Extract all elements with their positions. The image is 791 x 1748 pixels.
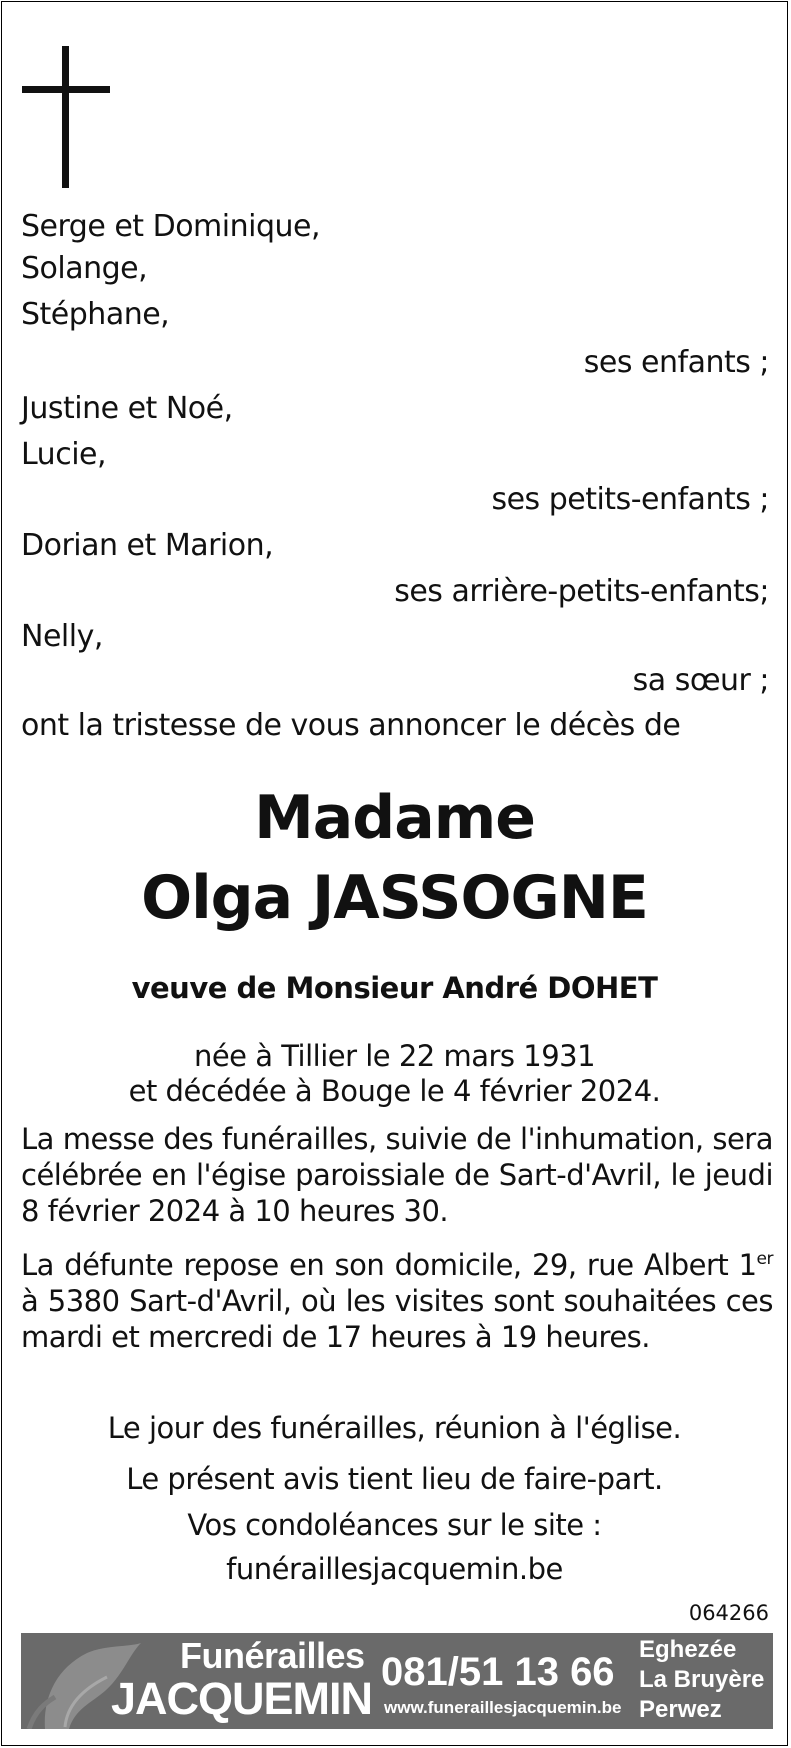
reference-number: 064266 (688, 1601, 769, 1625)
town-list (639, 1635, 764, 1725)
condolences-info: Vos condoléances sur le site : (187, 1508, 602, 1542)
children-relation: ses enfants ; (583, 345, 769, 380)
announcement: ont la tristesse de vous annoncer le décès de (21, 708, 681, 743)
grandchild-name: Lucie, (21, 437, 107, 472)
child-name: Solange, (21, 251, 148, 286)
obituary-notice (1, 1, 788, 1746)
cross-icon (22, 46, 110, 188)
brand-line-1: Funérailles (180, 1635, 365, 1676)
funeral-home-banner (21, 1633, 773, 1729)
banner-website-link[interactable]: www.funeraillesjacquemin.be (384, 1698, 622, 1717)
deceased-name: Olga JASSOGNE (141, 863, 648, 933)
child-name: Stéphane, (21, 297, 170, 332)
rest-paragraph: La défunte repose en son domicile, 29, rue Albert 1er à 5380 Sart-d'Avril, où les visites sont souhaitées ces mardi et mercredi de 17 heures à 19 heures. (21, 1248, 773, 1354)
widow-of: veuve de Monsieur André DOHET (131, 971, 658, 1005)
town: Perwez (639, 1696, 722, 1723)
birth-info: née à Tillier le 22 mars 1931 (193, 1039, 596, 1073)
great-grandchild-name: Dorian et Marion, (21, 528, 274, 563)
notice-info: Le présent avis tient lieu de faire-part. (126, 1462, 663, 1496)
town: Eghezée (639, 1636, 737, 1663)
great-grandchildren-relation: ses arrière-petits-enfants; (394, 574, 769, 609)
funeral-mass-paragraph: La messe des funérailles, suivie de l'inhumation, sera célébrée en l'égise paroissiale de Sart-d'Avril, le jeudi 8 février 2024 à 10 heures 30. (21, 1122, 773, 1228)
sister-relation: sa sœur ; (632, 663, 769, 698)
sister-name: Nelly, (21, 619, 103, 654)
condolences-website-link[interactable]: funéraillesjacquemin.be (226, 1552, 563, 1586)
phone-number[interactable]: 081/51 13 66 (381, 1650, 615, 1694)
town: La Bruyère (639, 1666, 765, 1693)
grandchildren-relation: ses petits-enfants ; (491, 482, 769, 517)
deceased-title: Madame (254, 783, 535, 853)
meeting-info: Le jour des funérailles, réunion à l'église. (107, 1411, 682, 1445)
death-info: et décédée à Bouge le 4 février 2024. (128, 1074, 661, 1108)
grandchild-name: Justine et Noé, (21, 391, 233, 426)
brand-line-2: JACQUEMIN (111, 1673, 373, 1724)
child-name: Serge et Dominique, (21, 209, 321, 244)
